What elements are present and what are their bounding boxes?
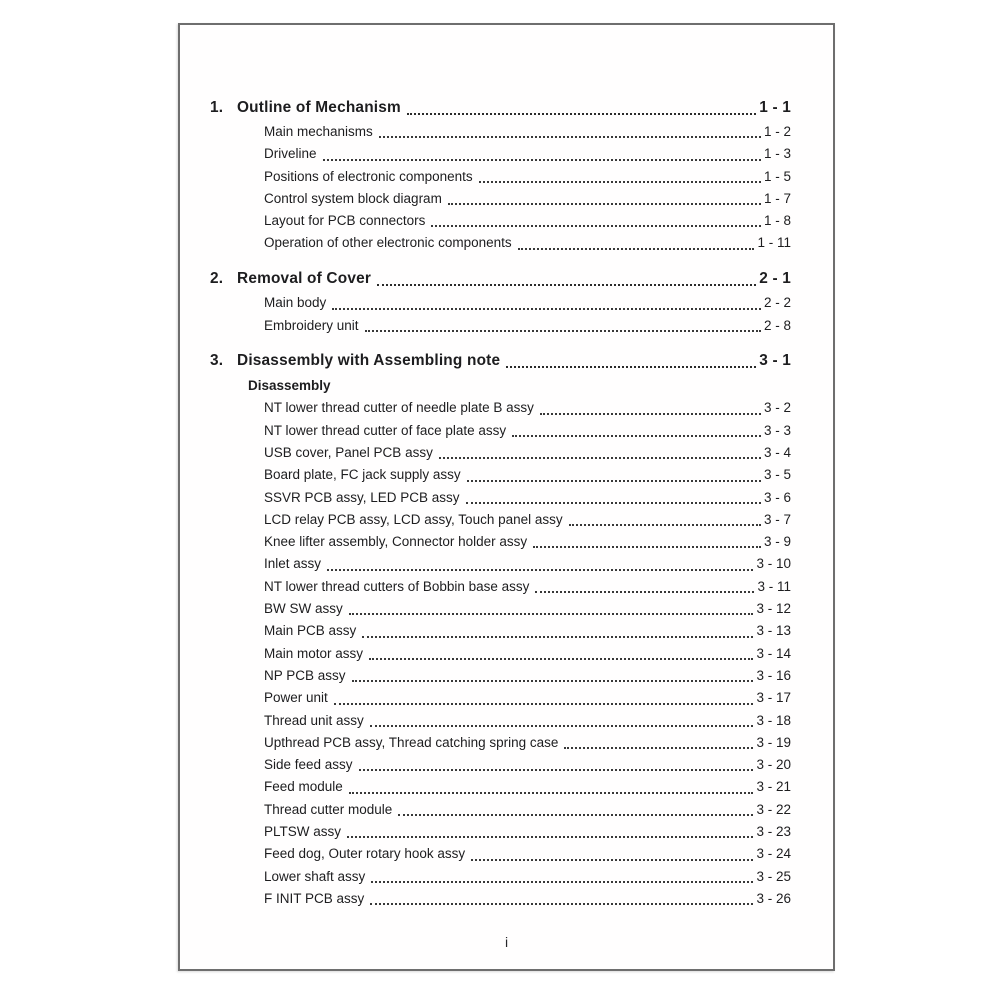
entry-page-number: 3 - 9 (763, 534, 791, 550)
entry-title: Thread unit assy (264, 712, 364, 728)
entry-page-number: 1 - 3 (763, 146, 791, 162)
entry-title: Main mechanisms (264, 124, 373, 139)
document-page (178, 23, 835, 971)
dot-leader (479, 181, 761, 183)
toc-entry (210, 420, 791, 442)
section-page-number: 3 - 1 (759, 352, 791, 370)
section-page-number: 1 - 1 (759, 99, 791, 116)
entry-page-number: 3 - 11 (757, 578, 791, 594)
toc-section-heading (210, 348, 791, 374)
entry-title: Driveline (264, 146, 317, 162)
entry-page-number: 3 - 19 (756, 734, 791, 750)
entry-title: Feed module (264, 779, 343, 795)
entry-title: USB cover, Panel PCB assy (264, 444, 433, 460)
dot-leader (506, 366, 756, 368)
entry-page-number: 3 - 22 (756, 801, 791, 817)
entry-page-number: 3 - 21 (756, 779, 791, 795)
entry-title: PLTSW assy (264, 824, 342, 840)
entry-page-number: 3 - 7 (763, 511, 791, 527)
toc-entry (210, 598, 791, 620)
toc-entry (210, 315, 791, 337)
toc-entry (210, 531, 791, 553)
entry-page-number: 2 - 8 (763, 317, 791, 333)
entry-title: Board plate, FC jack supply assy (264, 467, 461, 483)
entry-title: Layout for PCB connectors (264, 213, 426, 229)
toc-entry (210, 397, 791, 419)
dot-leader (359, 769, 754, 771)
toc-entry (210, 143, 791, 165)
dot-leader (365, 330, 761, 332)
toc-entry (210, 210, 791, 232)
entry-title: Thread cutter module (264, 801, 393, 817)
dot-leader (323, 159, 761, 161)
entry-page-number: 3 - 18 (756, 712, 791, 728)
dot-leader (332, 308, 761, 310)
entry-title: F INIT PCB assy (264, 890, 365, 906)
entry-page-number: 3 - 20 (756, 757, 791, 773)
entry-title: NP PCB assy (264, 667, 346, 683)
entry-title: Main body (264, 295, 327, 311)
entry-page-number: 1 - 11 (757, 235, 791, 251)
toc-entry (210, 166, 791, 188)
toc-entry (210, 620, 791, 642)
toc-entry (210, 464, 791, 486)
toc-section-heading (210, 266, 791, 292)
dot-leader (448, 203, 761, 205)
dot-leader (540, 413, 761, 415)
toc-entry (210, 843, 791, 865)
dot-leader (349, 613, 754, 615)
toc-entry (210, 576, 791, 598)
entry-title: Lower shaft assy (264, 868, 366, 884)
entry-page-number: 1 - 2 (763, 124, 791, 139)
section-title: Outline of Mechanism (237, 99, 401, 116)
entry-title: SSVR PCB assy, LED PCB assy (264, 489, 460, 505)
toc-entry (210, 292, 791, 314)
entry-page-number: 1 - 5 (763, 168, 791, 184)
entry-title: NT lower thread cutters of Bobbin base assy (264, 578, 530, 594)
dot-leader (471, 859, 753, 861)
entry-title: Embroidery unit (264, 317, 359, 333)
dot-leader (334, 703, 754, 705)
toc-entry (210, 442, 791, 464)
dot-leader (533, 546, 761, 548)
entry-title: Operation of other electronic components (264, 235, 512, 251)
dot-leader (564, 747, 753, 749)
section-number: 3. (210, 352, 224, 370)
entry-page-number: 2 - 2 (763, 295, 791, 311)
dot-leader (347, 836, 753, 838)
dot-leader (369, 658, 753, 660)
dot-leader (512, 435, 761, 437)
entry-title: Power unit (264, 690, 328, 706)
toc-entry (210, 799, 791, 821)
entry-title: Side feed assy (264, 757, 353, 773)
entry-title: Knee lifter assembly, Connector holder assy (264, 534, 528, 550)
dot-leader (569, 524, 761, 526)
dot-leader (377, 284, 756, 286)
toc-entry (210, 487, 791, 509)
entry-title: LCD relay PCB assy, LCD assy, Touch panel assy (264, 511, 563, 527)
entry-title: Control system block diagram (264, 190, 442, 206)
entry-title: Feed dog, Outer rotary hook assy (264, 846, 466, 862)
dot-leader (349, 792, 754, 794)
entry-title: NT lower thread cutter of needle plate B assy (264, 400, 534, 416)
entry-page-number: 3 - 10 (756, 556, 791, 572)
toc-entry (210, 232, 791, 254)
entry-title: Main motor assy (264, 645, 364, 661)
entry-title: Positions of electronic components (264, 168, 473, 184)
toc-entry (210, 754, 791, 776)
entry-page-number: 3 - 6 (763, 489, 791, 505)
dot-leader (518, 248, 755, 250)
dot-leader (535, 591, 754, 593)
dot-leader (370, 903, 753, 905)
section-title: Removal of Cover (237, 270, 372, 288)
dot-leader (379, 136, 761, 138)
entry-page-number: 1 - 8 (763, 213, 791, 229)
entry-title: NT lower thread cutter of face plate assy (264, 422, 507, 438)
toc-entry (210, 643, 791, 665)
toc-entry (210, 732, 791, 754)
toc-entry (210, 509, 791, 531)
toc-subheading (210, 374, 791, 397)
dot-leader (362, 636, 753, 638)
entry-title: Main PCB assy (264, 623, 357, 639)
dot-leader (352, 680, 754, 682)
entry-page-number: 1 - 7 (763, 190, 791, 206)
section-number: 2. (210, 270, 224, 288)
toc-entry (210, 888, 791, 910)
dot-leader (431, 225, 761, 227)
dot-leader (439, 457, 761, 459)
dot-leader (466, 502, 761, 504)
toc-entry (210, 553, 791, 575)
toc-entry (210, 821, 791, 843)
section-page-number: 2 - 1 (759, 270, 791, 288)
toc-entry (210, 188, 791, 210)
entry-page-number: 3 - 13 (756, 623, 791, 639)
toc-entry (210, 776, 791, 798)
entry-page-number: 3 - 17 (756, 690, 791, 706)
entry-page-number: 3 - 12 (756, 601, 791, 617)
page-number-footer: i (504, 934, 509, 950)
section-number: 1. (210, 99, 224, 116)
toc-entry (210, 866, 791, 888)
entry-page-number: 3 - 5 (763, 467, 791, 483)
section-title: Disassembly with Assembling note (237, 352, 501, 370)
entry-page-number: 3 - 26 (756, 890, 791, 906)
entry-page-number: 3 - 4 (763, 444, 791, 460)
dot-leader (327, 569, 753, 571)
dot-leader (370, 725, 754, 727)
entry-page-number: 3 - 16 (756, 667, 791, 683)
table-of-contents (210, 95, 791, 910)
entry-page-number: 3 - 25 (756, 868, 791, 884)
entry-page-number: 3 - 23 (756, 824, 791, 840)
dot-leader (407, 113, 756, 115)
entry-page-number: 3 - 2 (763, 400, 791, 416)
dot-leader (467, 480, 761, 482)
toc-entry (210, 710, 791, 732)
entry-title: Upthread PCB assy, Thread catching spring case (264, 734, 559, 750)
entry-page-number: 3 - 3 (763, 422, 791, 438)
toc-entry (210, 121, 791, 143)
entry-title: Inlet assy (264, 556, 322, 572)
entry-title: BW SW assy (264, 601, 343, 617)
toc-entry (210, 665, 791, 687)
dot-leader (398, 814, 753, 816)
entry-page-number: 3 - 14 (756, 645, 791, 661)
toc-section-heading (210, 95, 791, 121)
toc-entry (210, 687, 791, 709)
dot-leader (371, 881, 753, 883)
entry-page-number: 3 - 24 (756, 846, 791, 862)
subheading-title: Disassembly (248, 378, 331, 394)
